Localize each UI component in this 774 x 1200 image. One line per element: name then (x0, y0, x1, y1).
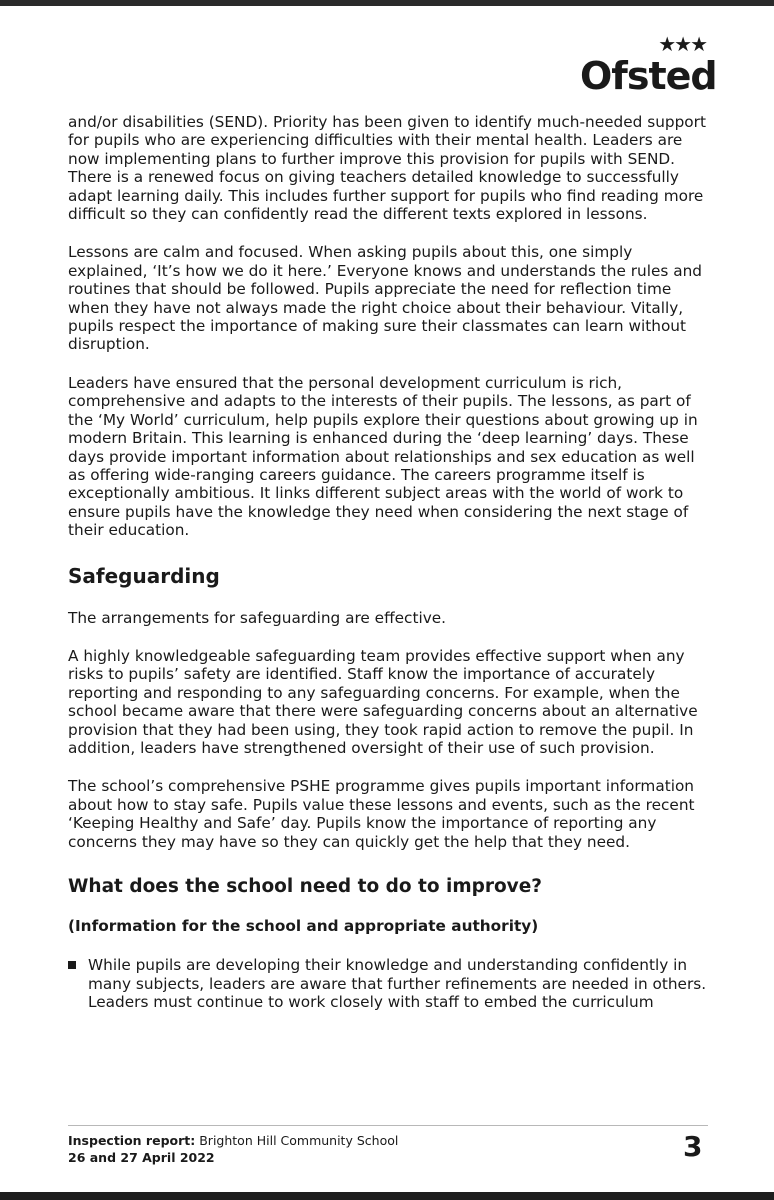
safeguarding-heading: Safeguarding (68, 563, 220, 588)
logo-stars-icon: ★★★ (658, 32, 706, 56)
safeguarding-effective: The arrangements for safeguarding are effective. (68, 608, 447, 627)
footer-dates: 26 and 27 April 2022 (68, 1150, 215, 1165)
square-bullet-icon (68, 961, 76, 969)
footer-label: Inspection report: (68, 1133, 196, 1148)
improve-bullet-text: While pupils are developing their knowledge and understanding confidently in many subjects, leaders are aware that further refinements are needed in others. Leaders must continue to work closely with staff to embed the curriculum (88, 956, 707, 1012)
improve-heading: What does the school need to do to improve? (68, 876, 543, 897)
paragraph-personal-development: Leaders have ensured that the personal development curriculum is rich, comprehensive and adapts to the interests of their pupils. The lessons, as part of the ‘My World’ curriculum, help pupils explore their questions about growing up in modern Britain. This learning is enhanced during the ‘deep learning’ days. These days provide important information about relationships and sex education as well as offering wide-ranging careers guidance. The careers programme itself is exceptionally ambitious. It links different subject areas with the world of work to ensure pupils have the knowledge they need when considering the next stage of their education. (68, 373, 698, 540)
page-number: 3 (683, 1130, 703, 1163)
report-body (68, 113, 708, 1012)
footer-info (68, 1132, 398, 1166)
pshe-paragraph: The school’s comprehensive PSHE programme gives pupils important information about how to stay safe. Pupils value these lessons and events, such as the recent ‘Keeping Healthy and Safe’ day. Pupils know the importance of reporting any concerns they may have so they can quickly get the help that they need. (68, 777, 695, 851)
paragraph-send: and/or disabilities (SEND). Priority has been given to identify much-needed support for pupils who are experiencing difficulties with their mental health. Leaders are now implementing plans to further improve this provision for pupils with SEND. There is a renewed focus on giving teachers detailed knowledge to successfully adapt learning daily. This includes further support for pupils who find reading more difficult so they can confidently read the different texts explored in lessons. (68, 113, 706, 224)
top-edge-bar (0, 0, 774, 6)
safeguarding-team-paragraph: A highly knowledgeable safeguarding team provides effective support when any risks to pupils’ safety are identified. Staff know the importance of accurately reporting and responding to any safeguarding concerns. For example, when the school became aware that there were safeguarding concerns about an alternative provision that they had been using, they took rapid action to remove the pupil. In addition, leaders have strengthened oversight of their use of such provision. (68, 646, 698, 757)
footer-report-line (68, 1132, 398, 1149)
improve-bullet (68, 956, 708, 1011)
improve-subheading: (Information for the school and appropriate authority) (68, 917, 539, 935)
footer-school-name: Brighton Hill Community School (199, 1133, 399, 1148)
footer-divider (68, 1125, 708, 1126)
paragraph-behaviour: Lessons are calm and focused. When asking pupils about this, one simply explained, ‘It’s how we do it here.’ Everyone knows and understands the rules and routines that should be followed. Pupils appreciate the need for reflection time when they have not always made the right choice about their behaviour. Vitally, pupils respect the importance of making sure their classmates can learn without disruption. (68, 243, 702, 354)
logo-wordmark: Ofsted (580, 54, 717, 98)
bottom-edge-bar (0, 1192, 774, 1200)
ofsted-logo (580, 32, 717, 102)
